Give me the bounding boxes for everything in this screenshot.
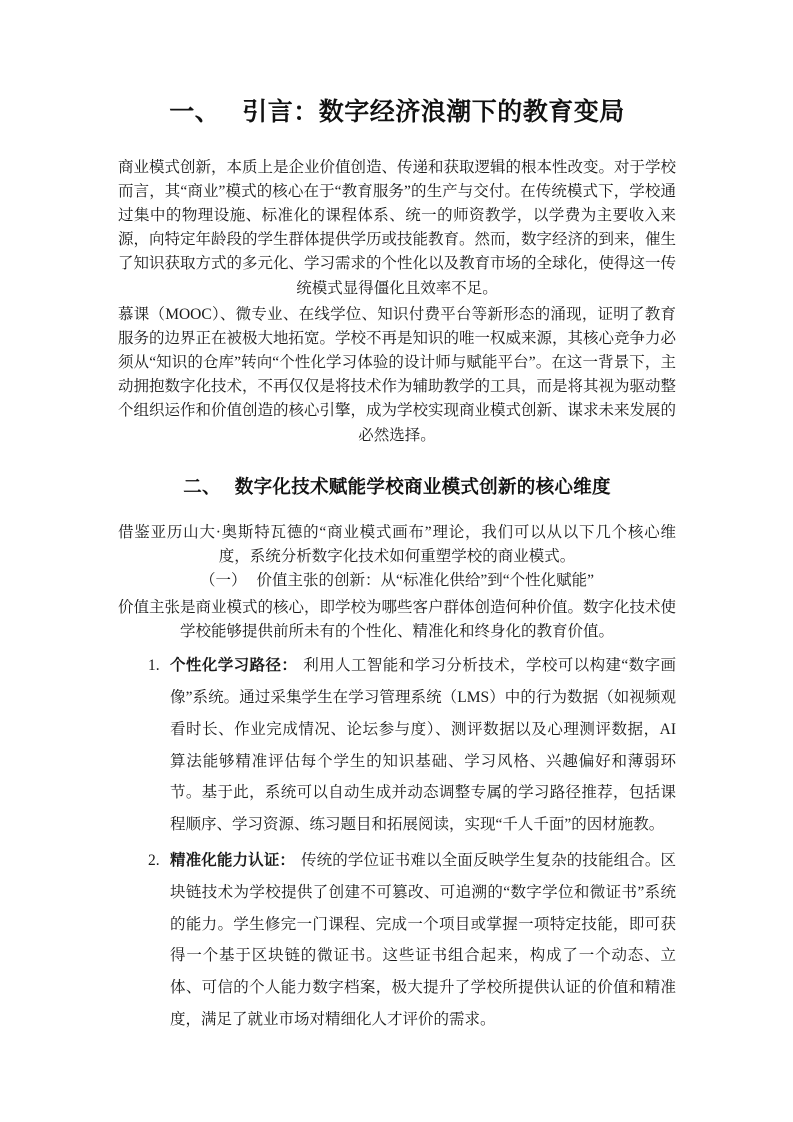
section-two-intro-paragraph: 借鉴亚历山大·奥斯特瓦德的“商业模式画布”理论，我们可以从以下几个核心维度，系统分析数字化技术如何重塑学校的商业模式。 bbox=[118, 523, 676, 565]
list-item-body: 利用人工智能和学习分析技术，学校可以构建“数字画像”系统。通过采集学生在学习管理系统（LMS）中的行为数据（如视频观看时长、作业完成情况、论坛参与度）、测评数据以及心理测评数据，AI 算法能够精准评估每个学生的知识基础、学习风格、兴趣偏好和薄弱环节。基于此，系统可以自动生成并动态调整专属的学习路径推荐，包括课程顺序、学习资源、练习题目和拓展阅读，实现“千人千面”的因材施教。 bbox=[170, 657, 676, 834]
section-one-paragraph-2: 慕课（MOOC）、微专业、在线学位、知识付费平台等新形态的涌现，证明了教育服务的边界正在被极大地拓宽。学校不再是知识的唯一权威来源，其核心竞争力必须从“知识的仓库”转向“个性化学习体验的设计师与赋能平台”。在这一背景下，主动拥抱数字化技术，不再仅仅是将技术作为辅助教学的工具，而是将其视为驱动整个组织运作和价值创造的核心引擎，成为学校实现商业模式创新、谋求未来发展的必然选择。 bbox=[118, 305, 677, 444]
section-two-title: 数字化技术赋能学校商业模式创新的核心维度 bbox=[234, 477, 611, 498]
list-item bbox=[118, 845, 676, 1036]
section-one-title: 引言：数字经济浪潮下的教育变局 bbox=[242, 99, 625, 126]
subsection-one-title: 价值主张的创新：从“标准化供给”到“个性化赋能” bbox=[256, 572, 595, 590]
subsection-one-heading bbox=[118, 569, 676, 593]
section-two-heading bbox=[118, 476, 676, 502]
list-item-body: 传统的学位证书难以全面反映学生复杂的技能组合。区块链技术为学校提供了创建不可篡改、可追溯的“数字学位和微证书”系统的能力。学生修完一门课程、完成一个项目或掌握一项特定技能，即可获得一个基于区块链的微证书。这些证书组合起来，构成了一个动态、立体、可信的个人能力数字档案，极大提升了学校所提供认证的价值和精准度，满足了就业市场对精细化人才评价的需求。 bbox=[170, 852, 676, 1028]
list-item-lead: 个性化学习路径： bbox=[170, 657, 298, 675]
subsection-one-lead-paragraph: 价值主张是商业模式的核心，即学校为哪些客户群体创造何种价值。数字化技术使学校能够提供前所未有的个性化、精准化和终身化的教育价值。 bbox=[118, 599, 677, 641]
subsection-one-list bbox=[118, 650, 676, 1035]
section-two-number: 二、 bbox=[183, 477, 221, 498]
list-item bbox=[118, 650, 676, 841]
section-one-number: 一、 bbox=[169, 99, 221, 126]
list-item-lead: 精准化能力认证： bbox=[170, 852, 296, 869]
section-one-paragraph-1: 商业模式创新，本质上是企业价值创造、传递和获取逻辑的根本性改变。对于学校而言，其“商业”模式的核心在于“教育服务”的生产与交付。在传统模式下，学校通过集中的物理设施、标准化的课程体系、统一的师资教学，以学费为主要收入来源，向特定年龄段的学生群体提供学历或技能教育。然而，数字经济的到来，催生了知识获取方式的多元化、学习需求的个性化以及教育市场的全球化，使得这一传统模式显得僵化且效率不足。 bbox=[118, 158, 677, 297]
section-one-heading bbox=[118, 96, 676, 130]
subsection-one-number: （一） bbox=[199, 572, 247, 590]
